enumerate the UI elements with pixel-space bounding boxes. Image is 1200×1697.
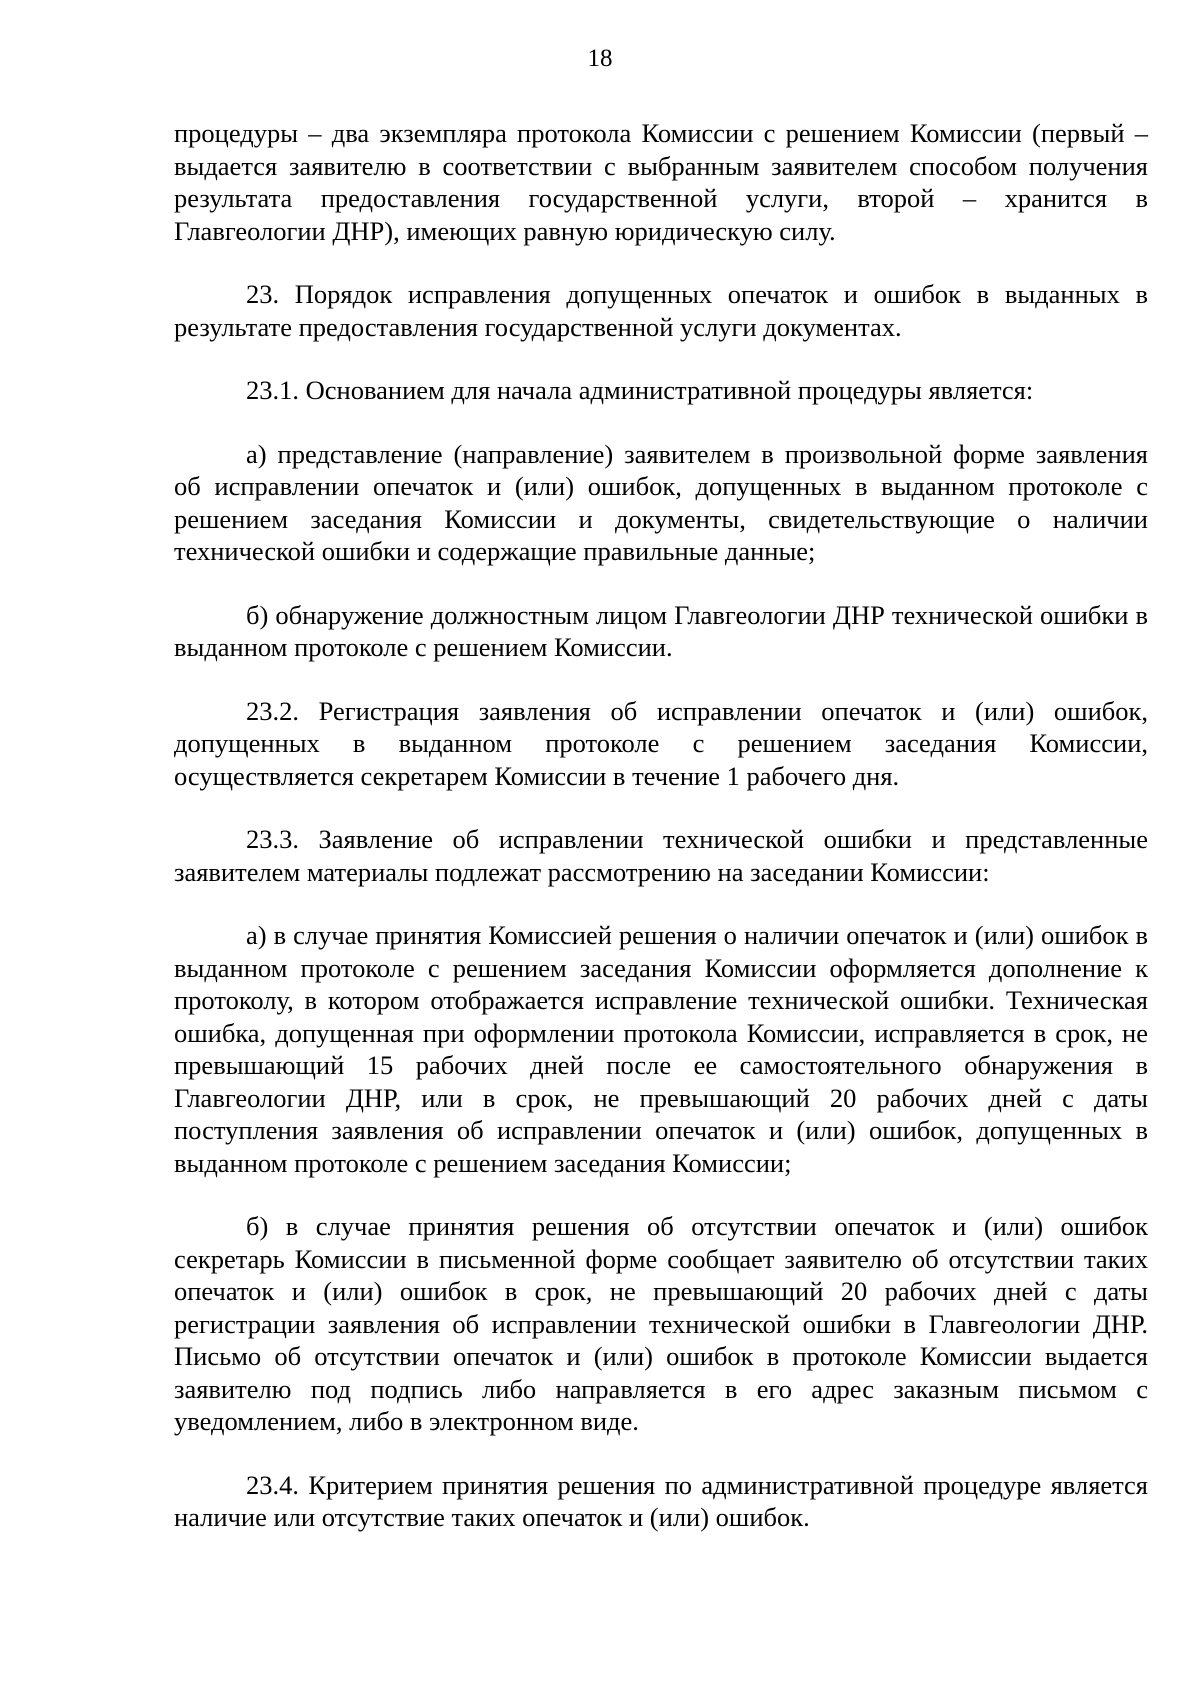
paragraph-section-23: 23. Порядок исправления допущенных опечаток и ошибок в выданных в результате предоставления государственной услуги документах. xyxy=(174,279,1148,342)
paragraph-section-23-2: 23.2. Регистрация заявления об исправлении опечаток и (или) ошибок, допущенных в выданном протоколе с решением заседания Комиссии, осуществляется секретарем Комиссии в течение 1 рабочего дня. xyxy=(174,695,1148,791)
paragraph-section-23-1-a: а) представление (направление) заявителем в произвольной форме заявления об исправлении опечаток и (или) ошибок, допущенных в выданном протоколе с решением заседания Комиссии и документы, свидетельствующие о наличии технической ошибки и содержащие правильные данные; xyxy=(174,438,1148,566)
page-number: 18 xyxy=(587,45,613,72)
paragraph-section-23-3: 23.3. Заявление об исправлении технической ошибки и представленные заявителем материалы подлежат рассмотрению на заседании Комиссии: xyxy=(174,824,1148,887)
paragraph-section-23-1: 23.1. Основанием для начала административной процедуры является: xyxy=(246,375,1034,405)
document-body xyxy=(174,117,1148,1565)
paragraph-procedure-continuation: процедуры – два экземпляра протокола Комиссии с решением Комиссии (первый – выдается заявителю в соответствии с выбранным заявителем способом получения результата предоставления государственной услуги, второй – хранится в Главгеологии ДНР), имеющих равную юридическую силу. xyxy=(174,118,1148,246)
paragraph-section-23-3-b: б) в случае принятия решения об отсутствии опечаток и (или) ошибок секретарь Комиссии в письменной форме сообщает заявителю об отсутствии таких опечаток и (или) ошибок в срок, не превышающий 20 рабочих дней с даты регистрации заявления об исправлении технической ошибки в Главгеологии ДНР. Письмо об отсутствии опечаток и (или) ошибок в протоколе Комиссии выдается заявителю под подпись либо направляется в его адрес заказным письмом с уведомлением, либо в электронном виде. xyxy=(174,1211,1148,1436)
paragraph-section-23-1-b: б) обнаружение должностным лицом Главгеологии ДНР технической ошибки в выданном протоколе с решением Комиссии. xyxy=(174,599,1148,662)
paragraph-section-23-4: 23.4. Критерием принятия решения по административной процедуре является наличие или отсутствие таких опечаток и (или) ошибок. xyxy=(174,1469,1148,1532)
paragraph-section-23-3-a: а) в случае принятия Комиссией решения о наличии опечаток и (или) ошибок в выданном протоколе с решением заседания Комиссии оформляется дополнение к протоколу, в котором отображается исправление технической ошибки. Техническая ошибка, допущенная при оформлении протокола Комиссии, исправляется в срок, не превышающий 15 рабочих дней после ее самостоятельного обнаружения в Главгеологии ДНР, или в срок, не превышающий 20 рабочих дней с даты поступления заявления об исправлении опечаток и (или) ошибок, допущенных в выданном протоколе с решением заседания Комиссии; xyxy=(174,920,1148,1178)
